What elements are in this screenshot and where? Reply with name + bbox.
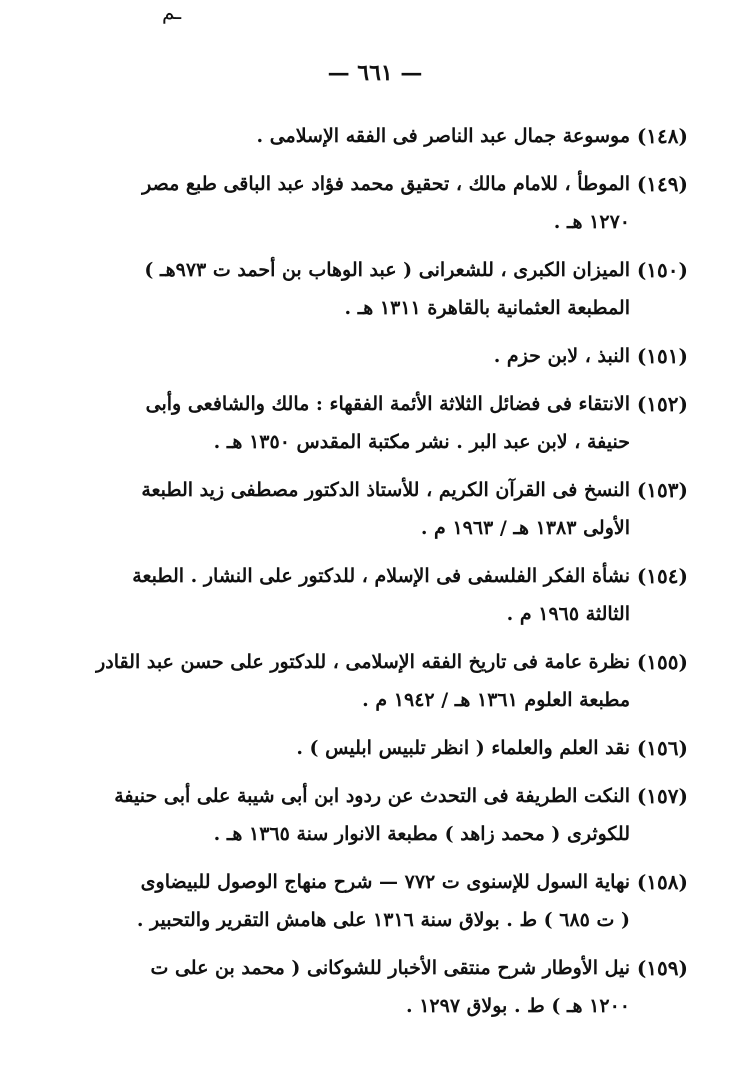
entry-number: (١٥٣)	[636, 478, 688, 502]
page-number: — ٦٦١ —	[327, 60, 423, 86]
entry-line: المطبعة العثمانية بالقاهرة ١٣١١ هـ .	[344, 297, 630, 319]
entry-text	[128, 251, 630, 327]
entry-number: (١٥٩)	[636, 956, 688, 980]
entry-text	[128, 949, 630, 1025]
entry-line: مطبعة العلوم ١٣٦١ هـ / ١٩٤٢ م .	[362, 689, 630, 711]
entry-number: (١٥٧)	[636, 784, 688, 808]
entry-number: (١٤٨)	[636, 124, 688, 148]
entry-line: الانتقاء فى فضائل الثلاثة الأئمة الفقهاء : مالك والشافعى وأبى	[145, 393, 630, 415]
entry-text	[114, 777, 630, 853]
entry-line: نظرة عامة فى تاريخ الفقه الإسلامى ، للدكتور على حسن عبد القادر	[96, 651, 630, 673]
bibliography-entry	[128, 557, 688, 633]
entry-line: موسوعة جمال عبد الناصر فى الفقه الإسلامى .	[256, 125, 630, 147]
bibliography-entry	[128, 863, 688, 939]
entry-line: الميزان الكبرى ، للشعرانى ( عبد الوهاب بن أحمد ت ٩٧٣هـ )	[144, 259, 630, 281]
bibliography-entry	[96, 643, 688, 719]
entry-line: النكت الطريفة فى التحدث عن ردود ابن أبى شيبة على أبى حنيفة	[114, 785, 630, 807]
bibliography-entry	[128, 165, 688, 241]
entry-text	[128, 337, 630, 375]
entry-line: النسخ فى القرآن الكريم ، للأستاذ الدكتور مصطفى زيد الطبعة	[141, 479, 630, 501]
entry-number: (١٤٩)	[636, 172, 688, 196]
bibliography-entry	[114, 777, 688, 853]
bibliography-entry	[128, 251, 688, 327]
entry-text	[96, 643, 630, 719]
entry-line: ١٢٠٠ هـ ) ط . بولاق ١٢٩٧ .	[405, 995, 630, 1017]
entry-number: (١٥٠)	[636, 258, 688, 282]
bibliography-entry	[128, 117, 688, 155]
corner-mark: ـم	[162, 0, 182, 24]
bibliography-entry	[128, 729, 688, 767]
bibliography-entry	[128, 471, 688, 547]
entry-number: (١٥٦)	[636, 736, 688, 760]
entry-line: نهاية السول للإسنوى ت ٧٧٢ — شرح منهاج الوصول للبيضاوى	[140, 871, 630, 893]
bibliography-entry	[128, 949, 688, 1025]
entry-number: (١٥١)	[636, 344, 688, 368]
bibliography-entry	[128, 337, 688, 375]
entry-line: للكوثرى ( محمد زاهد ) مطبعة الانوار سنة ١٣٦٥ هـ .	[213, 823, 630, 845]
entry-text	[128, 729, 630, 767]
entry-number: (١٥٨)	[636, 870, 688, 894]
bibliography-entry	[128, 385, 688, 461]
entry-line: نقد العلم والعلماء ( انظر تلبيس ابليس ) .	[296, 737, 630, 759]
entry-text	[128, 557, 630, 633]
entry-line: نيل الأوطار شرح منتقى الأخبار للشوكانى ( محمد بن على ت	[150, 957, 630, 979]
entry-line: حنيفة ، لابن عبد البر . نشر مكتبة المقدس ١٣٥٠ هـ .	[213, 431, 630, 453]
entry-line: النبذ ، لابن حزم .	[493, 345, 630, 367]
bibliography-list	[96, 117, 688, 1035]
entry-line: الثالثة ١٩٦٥ م .	[506, 603, 630, 625]
entry-text	[128, 117, 630, 155]
entry-text	[128, 863, 630, 939]
entry-text	[128, 471, 630, 547]
entry-text	[128, 165, 630, 241]
entry-number: (١٥٥)	[636, 650, 688, 674]
entry-line: الموطأ ، للامام مالك ، تحقيق محمد فؤاد عبد الباقى طبع مصر	[142, 173, 630, 195]
entry-line: الأولى ١٣٨٣ هـ / ١٩٦٣ م .	[420, 517, 630, 539]
entry-line: نشأة الفكر الفلسفى فى الإسلام ، للدكتور على النشار . الطبعة	[132, 565, 630, 587]
entry-line: ١٢٧٠ هـ .	[553, 211, 630, 233]
entry-number: (١٥٤)	[636, 564, 688, 588]
entry-line: ( ت ٦٨٥ ) ط . بولاق سنة ١٣١٦ على هامش التقرير والتحبير .	[136, 909, 630, 931]
entry-text	[128, 385, 630, 461]
entry-number: (١٥٢)	[636, 392, 688, 416]
